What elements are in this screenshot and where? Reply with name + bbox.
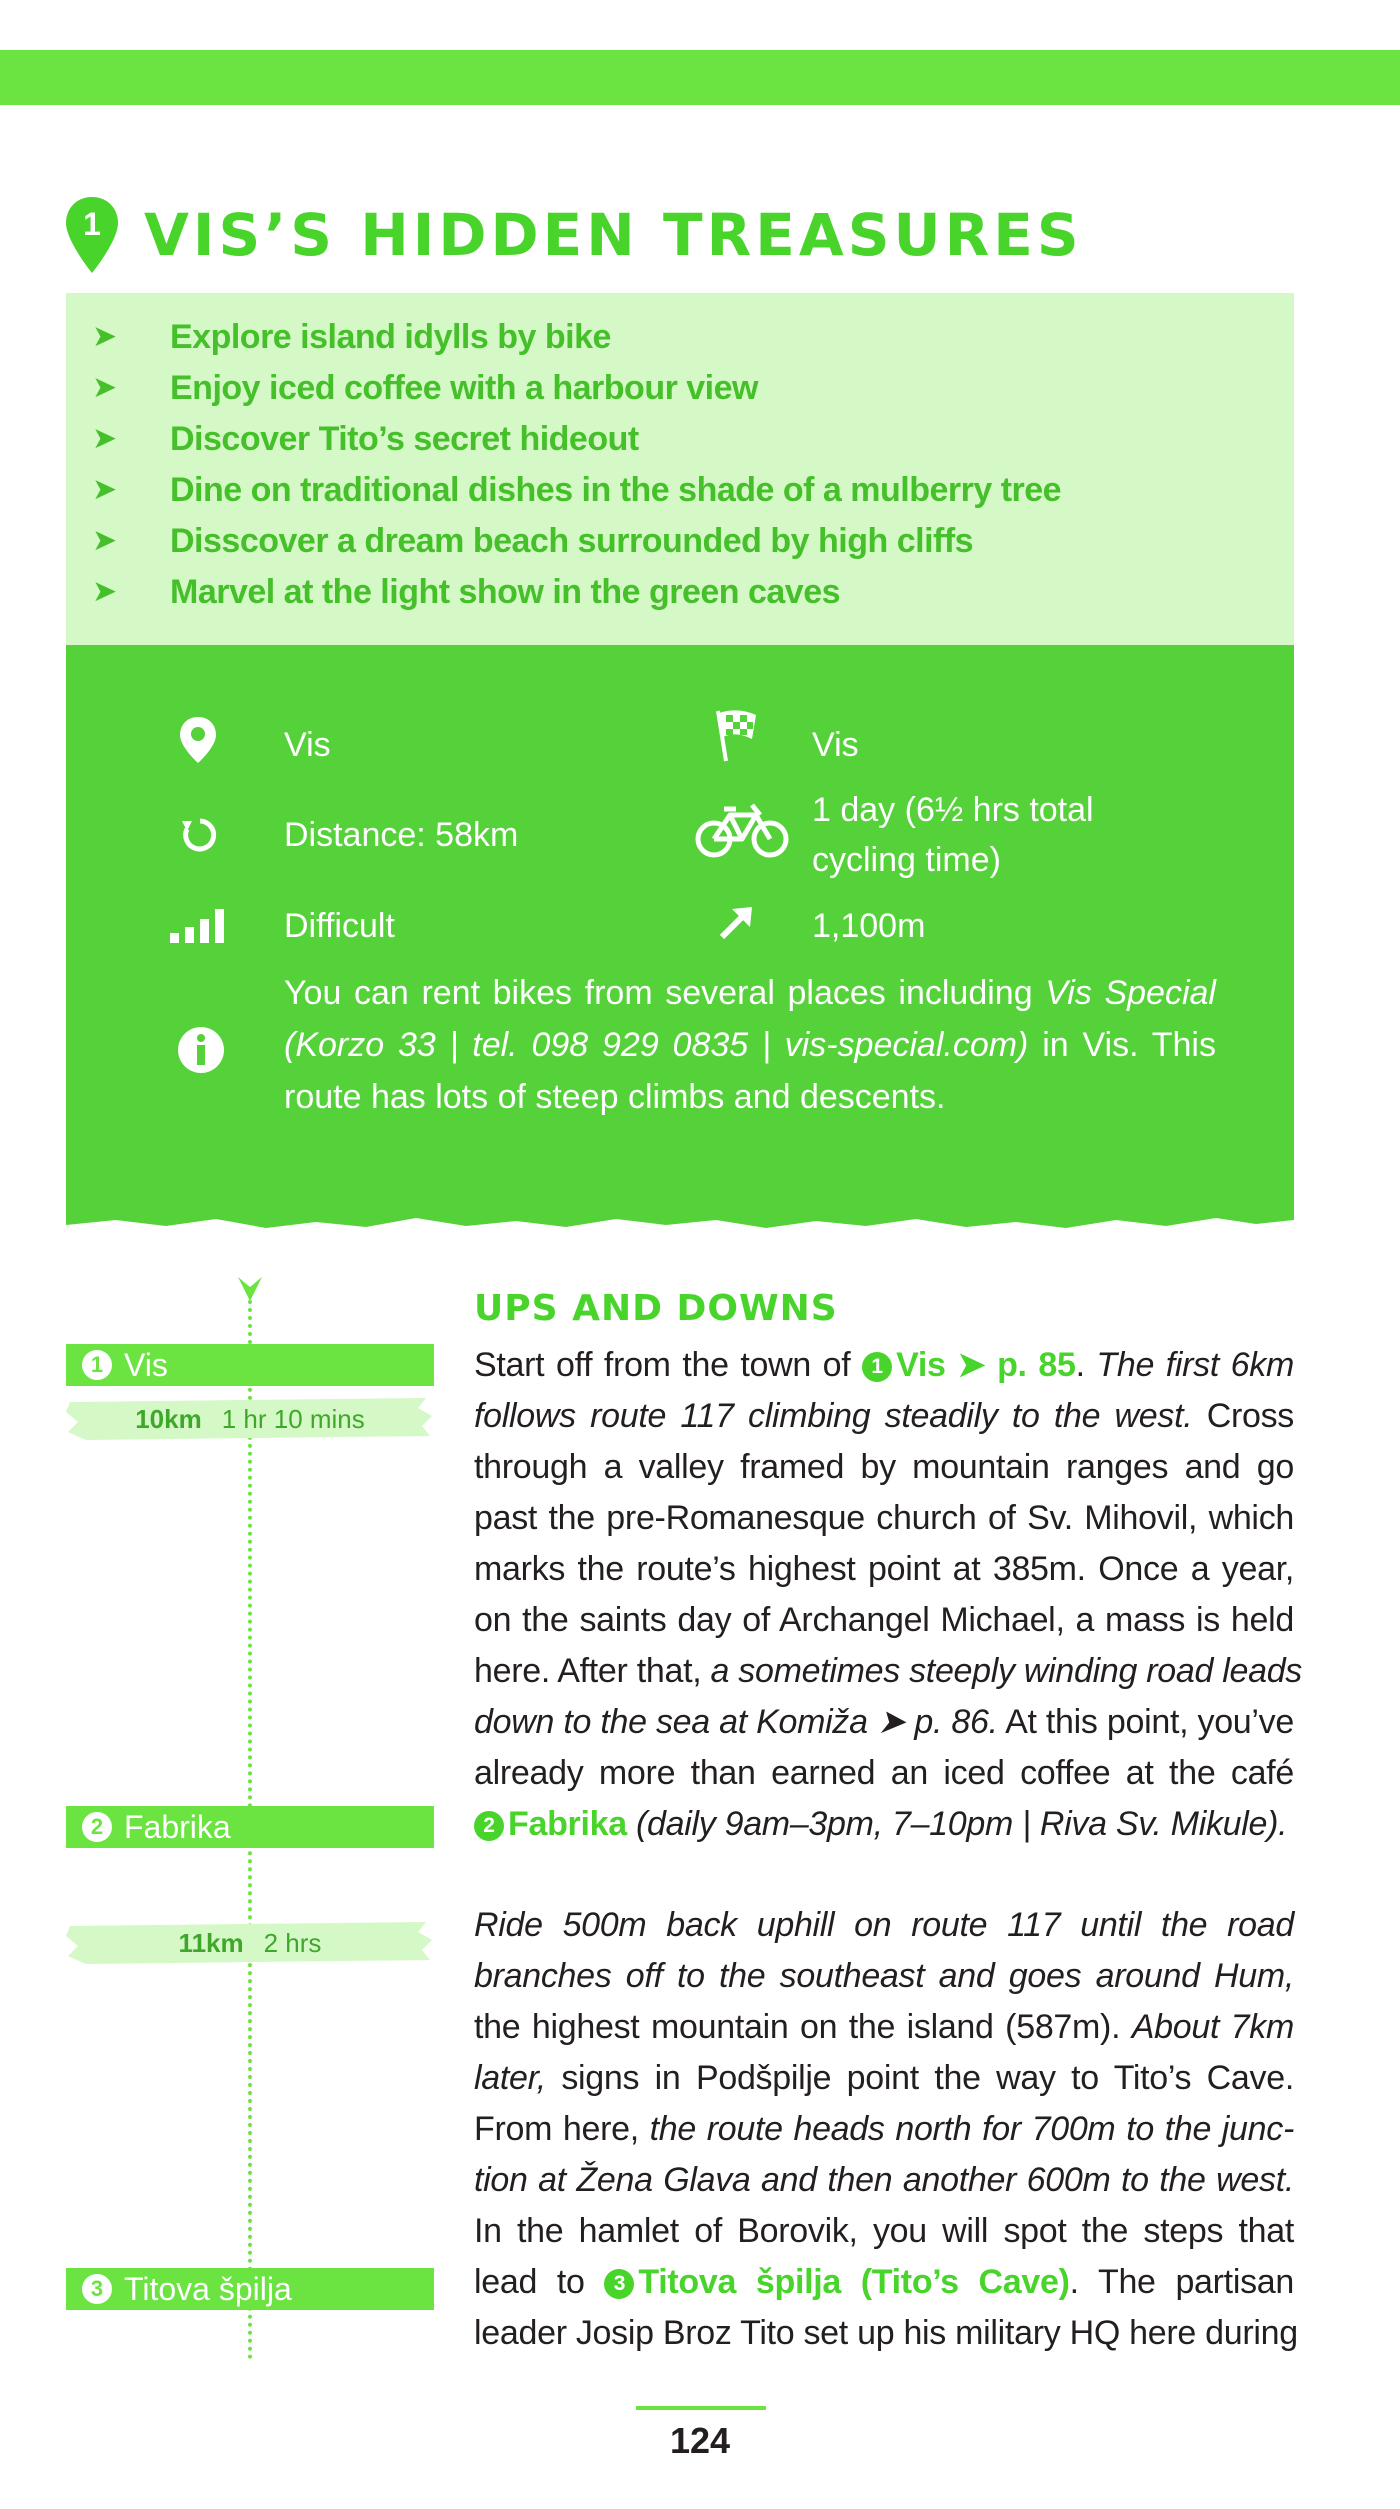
timeline-stop: 1 Vis	[66, 1344, 434, 1386]
highlights-box	[66, 293, 1294, 645]
highlight-item: ➤ Explore island idylls by bike	[92, 317, 611, 356]
arrow-bullet-icon: ➤	[92, 319, 118, 353]
svg-text:1: 1	[83, 206, 101, 242]
route-number-pin-icon	[64, 195, 120, 275]
info-icon	[176, 1025, 226, 1075]
highlight-item: ➤ Marvel at the light show in the green caves	[92, 572, 841, 611]
timeline-leg: 10km 1 hr 10 mins	[66, 1396, 434, 1442]
timeline-stop: 3 Titova špilja	[66, 2268, 434, 2310]
top-color-bar	[0, 50, 1400, 105]
torn-paper-edge	[66, 1200, 1294, 1240]
difficulty: Difficult	[284, 907, 395, 945]
page-number-rule	[636, 2406, 766, 2410]
paragraph-1: Start off from the town of 1 Vis ➤ p. 85. The first 6km follows route 117 climbing steadily to the west. Cross through a valley framed by mountain ranges and go past the pre-Romanesque church of Sv. Mihovil, which marks the route’s highest point at 385m. Once a year, on the saints day of Archangel Michael, a mass is held here. After that, a sometimes steeply winding road leads down to the sea at Komiža ➤ p. 86. At this point, you’ve already more than earned an iced coffee at the café 2 Fabrika (daily 9am–3pm, 7–10pm | Riva Sv. Mikule).	[474, 1346, 1303, 1843]
timeline-stop: 2 Fabrika	[66, 1806, 434, 1848]
arrow-bullet-icon: ➤	[92, 523, 118, 557]
arrow-bullet-icon: ➤	[92, 421, 118, 455]
stop-reference-vis: 1 Vis ➤ p. 85	[862, 1346, 1076, 1384]
arrow-bullet-icon: ➤	[92, 472, 118, 506]
highlight-item: ➤ Disscover a dream beach surrounded by high cliffs	[92, 521, 974, 560]
highlight-item: ➤ Discover Tito’s secret hideout	[92, 419, 639, 458]
highlight-item: ➤ Dine on traditional dishes in the shade of a mulberry tree	[92, 470, 1062, 509]
section-heading: UPS AND DOWNS	[474, 1288, 838, 1329]
difficulty-bars-icon	[168, 905, 230, 945]
start-location: Vis	[284, 726, 331, 764]
page-title: VIS’S HIDDEN TREASURES	[144, 201, 1083, 269]
timeline-arrow-icon	[236, 1275, 264, 1303]
page-number: 124	[669, 2420, 731, 2461]
arrow-bullet-icon: ➤	[92, 574, 118, 608]
stop-reference-titova-spilja: 3 Titova špilja (Tito’s Cave)	[604, 2263, 1069, 2301]
location-pin-icon	[178, 715, 218, 765]
paragraph-2: Ride 500m back uphill on route 117 until the road branches off to the southeast and goes around Hum, the highest mountain on the island (587m). About 7km later, signs in Podšpilje point the way to Tito’s Cave. From here, the route heads north for 700m to the junc- tion at Žena Glava and then another 600m to the west. In the hamlet of Borovik, you will spot the steps that lead to 3 Titova špilja (Tito’s Cave). The partisan leader Josip Broz Tito set up his military HQ here during	[474, 1906, 1298, 2352]
duration: 1 day (6½ hrs total cycling time)	[812, 791, 1094, 879]
arrow-bullet-icon: ➤	[92, 370, 118, 404]
bicycle-icon	[694, 797, 790, 859]
route-title	[64, 190, 1083, 280]
distance: Distance: 58km	[284, 816, 519, 854]
finish-location: Vis	[812, 726, 859, 764]
highlight-item: ➤ Enjoy iced coffee with a harbour view	[92, 368, 758, 407]
loop-distance-icon	[178, 813, 222, 857]
stop-reference-fabrika: 2 Fabrika	[474, 1805, 627, 1843]
finish-flag-icon	[712, 707, 762, 763]
route-info-box	[66, 645, 1294, 1215]
rental-tip: You can rent bikes from several places including Vis Special (Korzo 33 | tel. 098 929 0835 | vis-special.com) in Vis. This route has lots of steep climbs and descents.	[284, 974, 1216, 1116]
elevation-arrow-icon	[716, 903, 756, 943]
timeline-leg: 11km 2 hrs	[66, 1920, 434, 1966]
elevation-gain: 1,100m	[812, 907, 926, 945]
